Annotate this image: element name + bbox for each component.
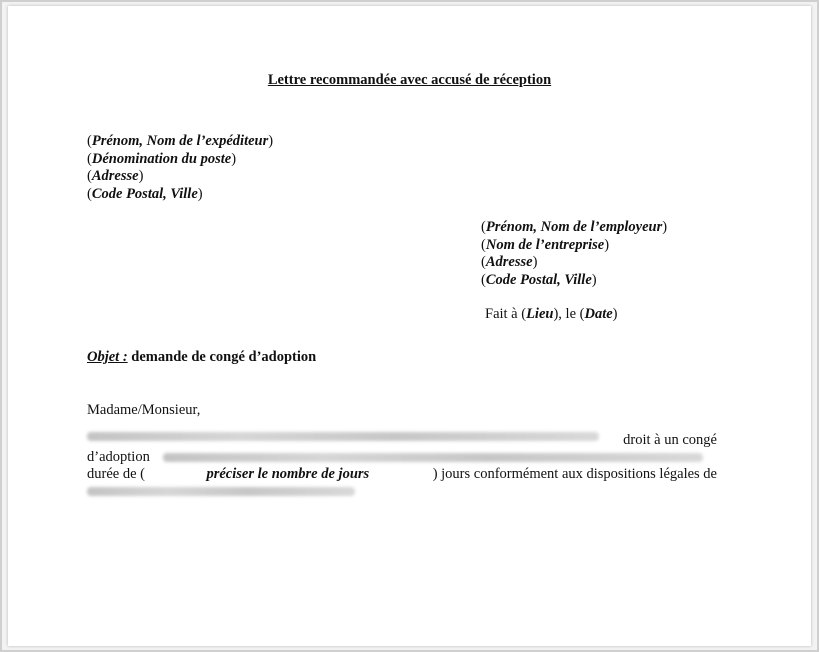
letter-title-text: Lettre recommandée avec accusé de réception — [267, 72, 552, 88]
greeting: Madame/Monsieur, — [87, 402, 201, 418]
place-date-line: Fait à (Lieu), le (Date) — [485, 306, 618, 322]
body-line-2 — [87, 449, 703, 466]
recipient-address: Adresse — [485, 254, 533, 270]
body-text: droit à un congé — [623, 432, 717, 448]
recipient-block — [481, 219, 667, 289]
recipient-line: (Prénom, Nom de l’employeur) — [481, 219, 668, 235]
letter-title — [8, 72, 811, 89]
recipient-company: Nom de l’entreprise — [485, 236, 605, 253]
subject-text: demande de congé d’adoption — [127, 349, 317, 365]
document-page — [8, 6, 811, 646]
sender-line: (Dénomination du poste) — [87, 150, 237, 167]
redacted-text — [87, 432, 599, 441]
recipient-line: (Code Postal, Ville) — [481, 271, 597, 288]
sender-city: Code Postal, Ville — [91, 185, 198, 202]
body-line-3: durée de ( préciser le nombre de jours ) jours conformément aux dispositions légales de — [87, 466, 717, 482]
body-text: d’adoption — [87, 449, 150, 465]
subject-line — [87, 349, 316, 366]
date-field: Date — [584, 306, 613, 322]
sender-line: (Prénom, Nom de l’expéditeur) — [87, 133, 274, 149]
recipient-city: Code Postal, Ville — [485, 271, 592, 288]
place-field: Lieu — [526, 306, 554, 322]
sender-line: (Adresse) — [87, 168, 144, 184]
sender-name: Prénom, Nom de l’expéditeur — [91, 133, 269, 149]
days-placeholder: préciser le nombre de jours — [206, 466, 370, 482]
recipient-line: (Nom de l’entreprise) — [481, 236, 610, 253]
sender-address: Adresse — [91, 168, 139, 184]
body-line-4 — [87, 483, 355, 500]
sender-block — [87, 133, 273, 203]
subject-label: Objet : — [87, 349, 128, 365]
body-line-1 — [87, 432, 717, 449]
sender-position: Dénomination du poste — [91, 150, 232, 167]
redacted-text — [163, 453, 703, 462]
sender-line: (Code Postal, Ville) — [87, 185, 203, 202]
redacted-text — [87, 487, 355, 496]
recipient-name: Prénom, Nom de l’employeur — [485, 219, 663, 235]
recipient-line: (Adresse) — [481, 254, 538, 270]
